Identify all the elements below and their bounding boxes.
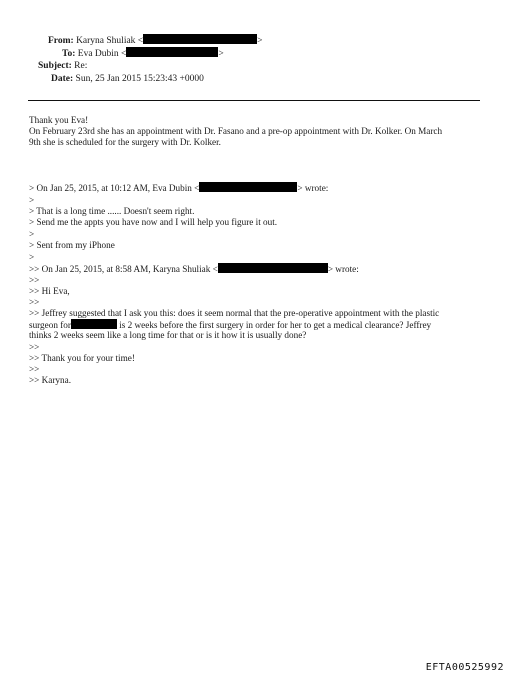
quote-line: thinks 2 weeks seem like a long time for that or is it how it is usually done?	[29, 330, 307, 340]
quote-line: >	[29, 252, 35, 262]
quote-line: >>	[29, 364, 40, 374]
redacted-email	[218, 263, 328, 273]
redacted-email	[126, 47, 218, 57]
to-end: >	[218, 49, 224, 59]
quote-line: > That is a long time ...... Doesn't seem right.	[29, 206, 195, 216]
from-name: Karyna Shuliak <	[76, 36, 144, 46]
subject-value: Re:	[74, 61, 88, 71]
body-line: Thank you Eva!	[29, 115, 89, 125]
redacted-email	[143, 34, 257, 44]
quote-line: >> Karyna.	[29, 375, 71, 385]
quote-text: surgeon for	[29, 320, 71, 330]
quote-line: >>	[29, 342, 40, 352]
to-label: To:	[62, 49, 76, 59]
quote-line	[29, 182, 328, 195]
from-end: >	[257, 36, 263, 46]
quote-line: >	[29, 229, 35, 239]
date-label: Date:	[51, 74, 74, 84]
quote-line: >>	[29, 275, 40, 285]
subject-row	[38, 60, 87, 72]
quote-line	[29, 263, 359, 276]
to-row	[62, 47, 224, 60]
quote-line: > Sent from my iPhone	[29, 240, 115, 250]
date-value: Sun, 25 Jan 2015 15:23:43 +0000	[75, 74, 204, 84]
body-line: 9th she is scheduled for the surgery with Dr. Kolker.	[29, 137, 221, 147]
quote-line: >> Thank you for your time!	[29, 353, 135, 363]
body-line: On February 23rd she has an appointment with Dr. Fasano and a pre-op appointment with Dr. Kolker. On March	[29, 126, 443, 136]
quote-line: >>	[29, 297, 40, 307]
quote-text: > On Jan 25, 2015, at 10:12 AM, Eva Dubin <	[29, 183, 200, 193]
quote-line: >> Hi Eva,	[29, 286, 70, 296]
bates-number: EFTA00525992	[425, 662, 504, 673]
header-divider	[28, 100, 480, 101]
redacted-email	[199, 182, 297, 192]
to-name: Eva Dubin <	[77, 49, 127, 59]
redacted-name	[71, 319, 117, 329]
quote-line: > Send me the appts you have now and I will help you figure it out.	[29, 217, 278, 227]
date-row	[51, 73, 204, 85]
quote-line: >	[29, 195, 35, 205]
from-row	[48, 34, 263, 47]
from-label: From:	[48, 36, 74, 46]
quote-text: >> On Jan 25, 2015, at 8:58 AM, Karyna Shuliak <	[29, 264, 218, 274]
quote-text: > wrote:	[327, 264, 359, 274]
quote-text: is 2 weeks before the first surgery in order for her to get a medical clearance? Jeffrey	[119, 320, 432, 330]
quote-line: >> Jeffrey suggested that I ask you this: does it seem normal that the pre-operative appointment with the plastic	[29, 308, 440, 318]
quote-text: > wrote:	[297, 183, 329, 193]
subject-label: Subject:	[38, 61, 72, 71]
